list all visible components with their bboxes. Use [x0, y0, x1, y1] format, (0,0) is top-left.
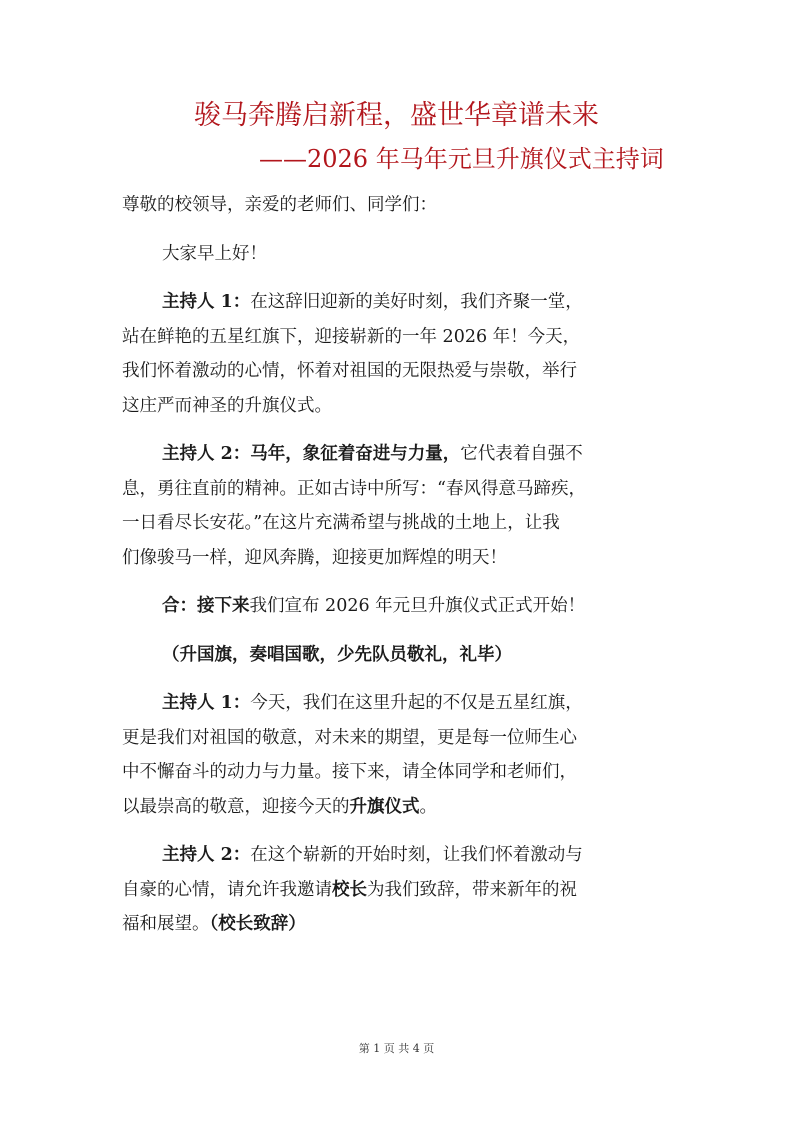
paragraph-text: 为我们致辞，带来新年的祝 [367, 879, 577, 900]
speaker-label: 合： [162, 596, 197, 616]
paragraph-text: 更是我们对祖国的敬意，对未来的期望，更是每一位师生心 [122, 727, 577, 748]
paragraph-text: 福和展望。 [122, 914, 210, 934]
emphasis-text: 升旗仪式 [349, 796, 420, 817]
paragraph-text: 今天，我们在这里升起的不仅是五星红旗， [250, 693, 583, 713]
greeting: 尊敬的校领导，亲爱的老师们、同学们： [122, 195, 437, 215]
paragraph-text: 息，勇往直前的精神。正如古诗中所写：“春风得意马蹄疾， [122, 478, 586, 499]
stage-direction: （升国旗，奏唱国歌，少先队员敬礼，礼毕） [162, 644, 512, 665]
emphasis-text: 接下来 [197, 596, 250, 616]
emphasis-text: 马年，象征着奋进与力量， [250, 444, 461, 464]
paragraph-text: 。 [419, 796, 437, 817]
document-subtitle: ——2026 年马年元旦升旗仪式主持词 [259, 145, 664, 173]
paragraph-text: 我们宣布 2026 年元旦升旗仪式正式开始！ [249, 596, 586, 616]
paragraph-text: 在这辞旧迎新的美好时刻，我们齐聚一堂， [250, 292, 583, 312]
paragraph-together [122, 589, 675, 624]
paragraph-text: 站在鲜艳的五星红旗下，迎接崭新的一年 2026 年！今天， [122, 326, 581, 347]
paragraph-text: 这庄严而神圣的升旗仪式。 [122, 395, 332, 416]
speaker-label: 主持人 2： [162, 845, 251, 865]
paragraph-text: 中不懈奋斗的动力与力量。接下来，请全体同学和老师们， [122, 762, 577, 782]
paragraph-text: 一日看尽长安花。”在这片充满希望与挑战的土地上，让我 [122, 513, 560, 533]
document-title: 骏马奔腾启新程，盛世华章谱未来 [194, 100, 599, 131]
morning-greeting: 大家早上好！ [162, 243, 267, 264]
paragraph-text: 在这个崭新的开始时刻，让我们怀着激动与 [250, 845, 583, 865]
paragraph-text: 们像骏马一样，迎风奔腾，迎接更加辉煌的明天！ [122, 547, 507, 568]
paragraph-text: 它代表着自强不 [460, 444, 583, 464]
paragraph-text: 自豪的心情，请允许我邀请 [122, 879, 332, 900]
paragraph-host1-flag [122, 686, 675, 824]
paragraph-host1-opening [122, 285, 675, 423]
emphasis-text: 校长 [332, 879, 367, 900]
emphasis-text: （校长致辞） [209, 914, 306, 934]
document-body [122, 188, 675, 942]
speaker-label: 主持人 2： [162, 444, 251, 464]
speaker-label: 主持人 1： [162, 693, 251, 713]
paragraph-host2-principal [122, 838, 675, 942]
paragraph-text: 我们怀着激动的心情，怀着对祖国的无限热爱与崇敬，举行 [122, 361, 577, 381]
paragraph-host2-horse-year [122, 437, 675, 575]
page-number: 第 1 页 共 4 页 [358, 1042, 435, 1055]
paragraph-text: 以最崇高的敬意，迎接今天的 [122, 796, 350, 817]
speaker-label: 主持人 1： [162, 292, 251, 312]
